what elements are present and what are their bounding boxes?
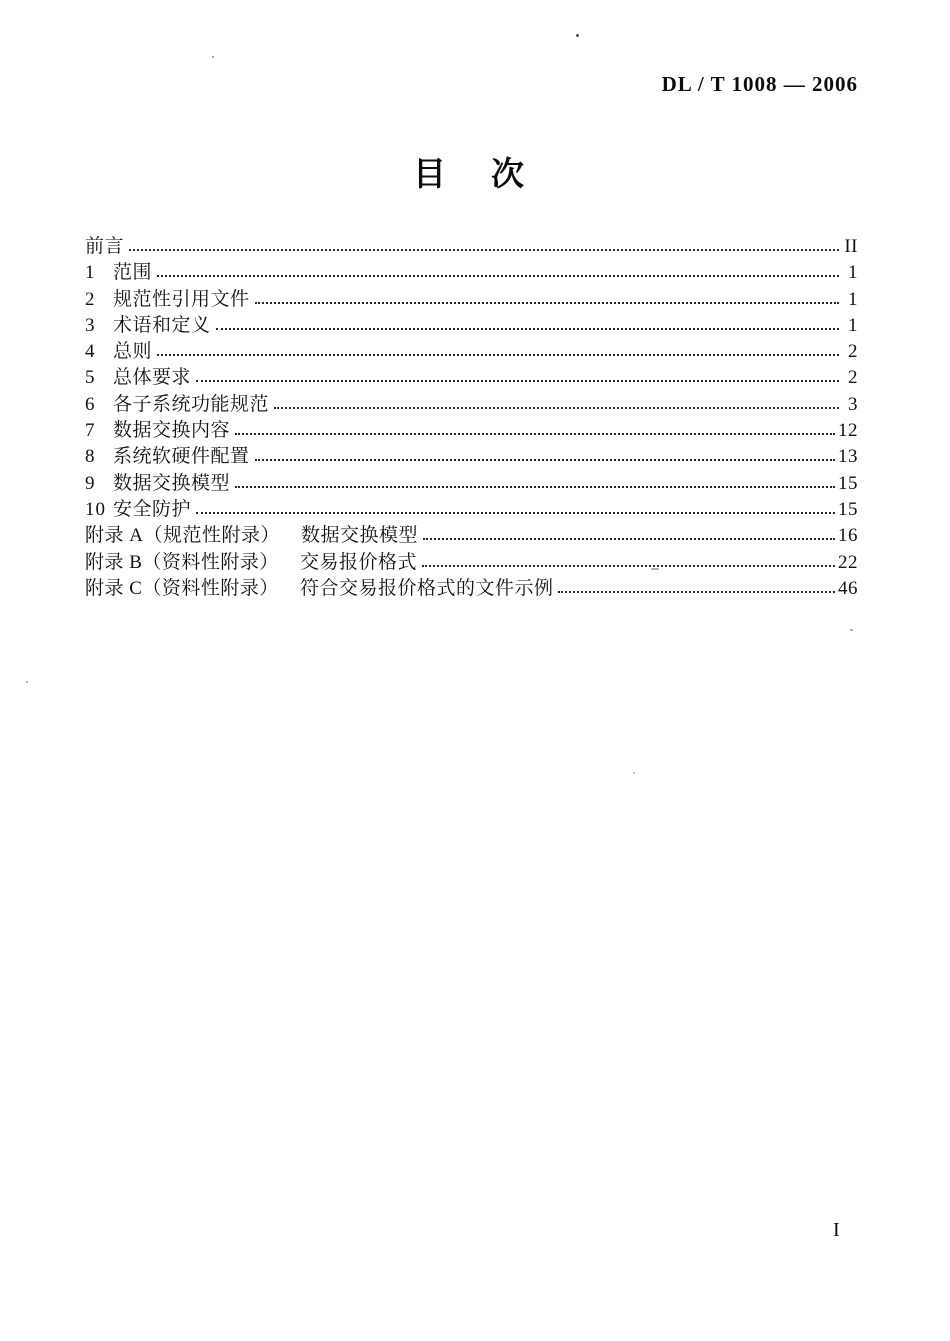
toc-entry-page: 15 — [838, 472, 858, 494]
toc-entry-sublabel: 交易报价格式 — [299, 551, 417, 573]
dotted-leader — [235, 433, 835, 435]
toc-entry-label: 范围 — [113, 262, 153, 284]
toc-entry — [85, 497, 858, 523]
toc-entry-number: 5 — [85, 367, 96, 389]
toc-entry-page: 1 — [848, 314, 858, 336]
toc-list — [85, 234, 858, 602]
toc-entry — [85, 313, 858, 339]
toc-entry-number: 6 — [85, 393, 96, 415]
toc-entry-page: 16 — [838, 525, 858, 547]
toc-entry-number: 3 — [85, 314, 96, 336]
dotted-leader — [196, 512, 835, 514]
toc-entry-page: 12 — [838, 420, 858, 442]
toc-entry — [85, 471, 858, 497]
toc-entry-label: 数据交换内容 — [113, 420, 231, 442]
dotted-leader — [129, 249, 839, 251]
toc-entry — [85, 234, 858, 260]
toc-entry-page: 22 — [838, 551, 858, 573]
scan-speck — [651, 568, 659, 570]
toc-entry-sublabel: 数据交换模型 — [300, 525, 418, 547]
scan-speck — [576, 34, 579, 37]
toc-entry-label: 附录 C（资料性附录） — [85, 577, 279, 599]
dotted-leader — [558, 591, 835, 593]
toc-entry — [85, 576, 858, 602]
footer-page-number: I — [833, 1219, 840, 1241]
toc-entry — [85, 365, 858, 391]
toc-entry-page: 2 — [848, 341, 858, 363]
toc-entry-number: 2 — [85, 288, 96, 310]
toc-entry-page: 3 — [848, 393, 858, 415]
dotted-leader — [235, 486, 835, 488]
dotted-leader — [216, 328, 839, 330]
toc-entry — [85, 287, 858, 313]
toc-entry-label: 数据交换模型 — [113, 472, 231, 494]
dotted-leader — [157, 275, 839, 277]
dotted-leader — [423, 538, 835, 540]
toc-entry-page: II — [844, 236, 858, 257]
toc-entry-page: 1 — [848, 262, 858, 284]
dotted-leader — [157, 354, 839, 356]
toc-entry — [85, 339, 858, 365]
toc-entry-page: 1 — [848, 288, 858, 310]
toc-entry — [85, 260, 858, 286]
toc-entry-number: 7 — [85, 420, 96, 442]
scan-speck — [852, 355, 854, 357]
toc-entry-page: 2 — [848, 367, 858, 389]
toc-entry — [85, 550, 858, 576]
toc-entry-label: 前言 — [85, 236, 125, 257]
toc-entry-label: 安全防护 — [113, 498, 192, 520]
toc-entry-label: 附录 B（资料性附录） — [85, 551, 279, 573]
dotted-leader — [196, 380, 839, 382]
toc-entry-number: 4 — [85, 341, 96, 363]
toc-entry-label: 系统软硬件配置 — [113, 446, 250, 468]
toc-entry — [85, 523, 858, 549]
toc-entry-number: 9 — [85, 472, 96, 494]
toc-entry-number: 8 — [85, 446, 96, 468]
standard-code: DL / T 1008 — 2006 — [661, 72, 858, 96]
dotted-leader — [255, 459, 835, 461]
toc-entry-label: 各子系统功能规范 — [113, 393, 270, 415]
toc-entry — [85, 444, 858, 470]
scan-speck — [633, 772, 635, 774]
dotted-leader — [255, 302, 839, 304]
scan-speck — [26, 681, 28, 683]
toc-entry-label: 术语和定义 — [113, 314, 211, 336]
dotted-leader — [274, 407, 839, 409]
page-title: 目 次 — [413, 155, 530, 192]
scan-speck — [850, 629, 853, 631]
toc-entry-page: 15 — [838, 498, 858, 520]
toc-entry-page: 13 — [838, 446, 858, 468]
toc-entry-label: 规范性引用文件 — [113, 288, 250, 310]
toc-entry-label: 附录 A（规范性附录） — [85, 525, 280, 547]
toc-entry-number: 1 — [85, 262, 96, 284]
toc-entry-label: 总则 — [113, 341, 153, 363]
toc-entry-page: 46 — [838, 577, 858, 599]
dotted-leader — [422, 565, 835, 567]
toc-entry — [85, 418, 858, 444]
toc-entry — [85, 392, 858, 418]
toc-entry-label: 总体要求 — [113, 367, 192, 389]
toc-entry-number: 10 — [85, 498, 106, 520]
toc-entry-sublabel: 符合交易报价格式的文件示例 — [299, 577, 554, 599]
scan-speck — [212, 56, 214, 58]
